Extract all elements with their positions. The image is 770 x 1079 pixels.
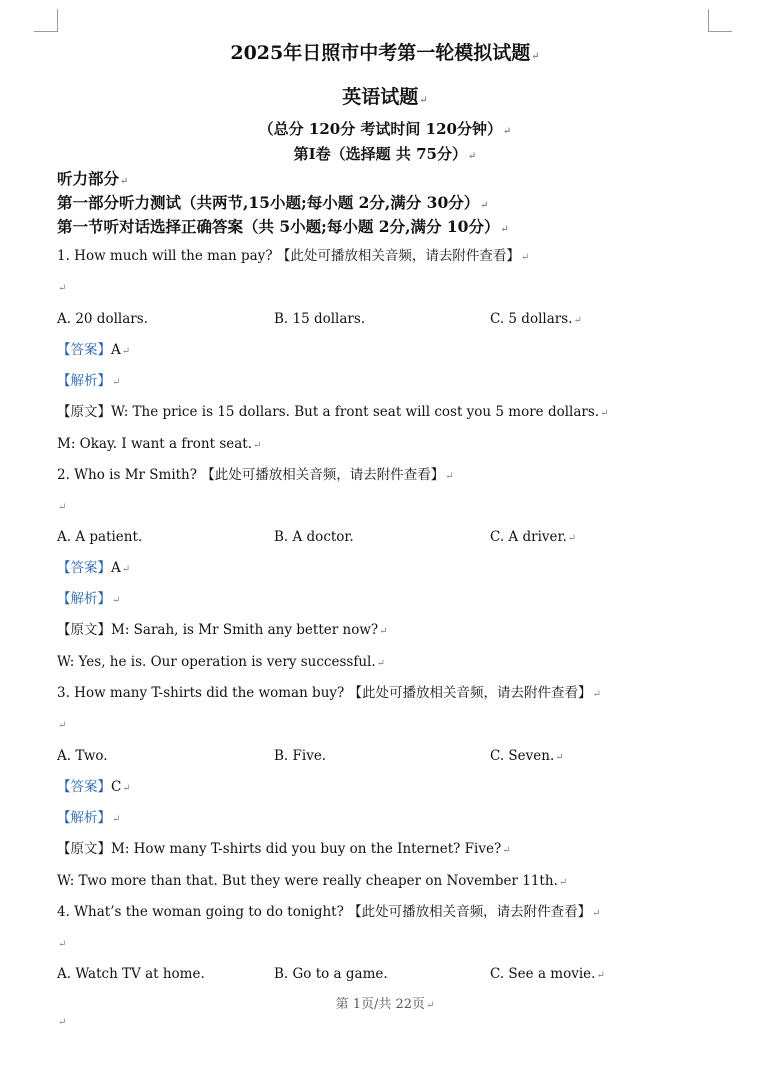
- options-row: [57, 310, 717, 328]
- paragraph-mark: ↵: [500, 224, 509, 235]
- answer-label: 【答案】: [57, 342, 111, 358]
- paragraph-mark: ↵: [555, 752, 564, 763]
- original-text: W: Two more than that. But they were really cheaper on November 11th.: [57, 873, 558, 889]
- original-text: W: The price is 15 dollars. But a front seat will cost you 5 more dollars.: [111, 404, 600, 420]
- question-stem: [57, 684, 601, 704]
- answer-line: [57, 559, 130, 579]
- analysis-line: [57, 809, 120, 829]
- paragraph-mark: ↵: [376, 658, 386, 669]
- answer-label: 【答案】: [57, 560, 111, 576]
- analysis-line: [57, 590, 120, 610]
- answer-label: 【答案】: [57, 779, 111, 795]
- answer-value: A: [111, 560, 121, 576]
- crop-mark-top-left-horizontal: [34, 31, 58, 32]
- paragraph-mark: ↵: [58, 720, 67, 731]
- original-text-line: [57, 403, 608, 423]
- paragraph-mark: ↵: [121, 346, 131, 357]
- analysis-label: 【解析】: [57, 591, 111, 607]
- paragraph-mark: ↵: [520, 252, 530, 263]
- section1-heading: [57, 218, 509, 239]
- empty-paragraph: [57, 278, 66, 298]
- document-title-text: 2025年日照市中考第一轮模拟试题: [230, 42, 531, 64]
- question-stem-text: 4. What’s the woman going to do tonight? 【此处可播放相关音频，请去附件查看】: [57, 904, 592, 920]
- paragraph-mark: ↵: [58, 283, 67, 294]
- paragraph-mark: ↵: [58, 1017, 67, 1028]
- paragraph-mark: ↵: [426, 1000, 435, 1011]
- empty-paragraph: [57, 934, 66, 954]
- option-c: [490, 965, 605, 985]
- paragraph-mark: ↵: [480, 200, 489, 211]
- question-stem-text: 1. How much will the man pay? 【此处可播放相关音频，请去附件查看】: [57, 248, 520, 264]
- paragraph-mark: ↵: [445, 471, 454, 482]
- option-a: A. Two.: [57, 748, 108, 764]
- original-text-line: [57, 840, 511, 860]
- paragraph-mark: ↵: [379, 626, 388, 637]
- paragraph-mark: ↵: [592, 908, 601, 919]
- paragraph-mark: ↵: [600, 408, 609, 419]
- volume-text: 第Ⅰ卷（选择题 共 75分）: [293, 145, 467, 163]
- option-a: A. Watch TV at home.: [57, 966, 205, 982]
- original-label: 【原文】: [57, 622, 111, 638]
- part1-heading-text: 第一部分听力测试（共两节,15小题;每小题 2分,满分 30分）: [57, 193, 480, 212]
- paragraph-mark: ↵: [467, 151, 477, 162]
- original-text: M: Okay. I want a front seat.: [57, 436, 253, 452]
- option-a: A. A patient.: [57, 529, 143, 545]
- paragraph-mark: ↵: [121, 564, 131, 575]
- page-footer: [0, 996, 770, 1015]
- listening-heading-text: 听力部分: [57, 169, 120, 188]
- option-c-text: C. A driver.: [490, 529, 567, 545]
- paragraph-mark: ↵: [573, 315, 582, 326]
- crop-mark-top-right-vertical: [708, 9, 709, 31]
- original-text: W: Yes, he is. Our operation is very successful.: [57, 654, 376, 670]
- listening-heading: [57, 170, 128, 191]
- paragraph-mark: ↵: [58, 939, 67, 950]
- original-text-line: [57, 621, 388, 641]
- paragraph-mark: ↵: [592, 689, 601, 700]
- subject-title: [0, 85, 770, 113]
- paragraph-mark: ↵: [558, 877, 568, 888]
- page-number: 第 1页/共 22页: [335, 997, 426, 1012]
- question-stem: [57, 466, 454, 486]
- paragraph-mark: ↵: [502, 845, 511, 856]
- question-stem-text: 2. Who is Mr Smith? 【此处可播放相关音频，请去附件查看】: [57, 467, 445, 483]
- option-c: [490, 528, 576, 548]
- options-row: [57, 965, 717, 983]
- document-title: [0, 41, 770, 69]
- option-b: B. A doctor.: [274, 529, 354, 545]
- option-a: A. 20 dollars.: [57, 311, 148, 327]
- paragraph-mark: ↵: [58, 502, 67, 513]
- option-b: B. Go to a game.: [274, 966, 388, 982]
- paragraph-mark: ↵: [122, 783, 131, 794]
- paragraph-mark: ↵: [567, 533, 577, 544]
- score-time-line: [0, 120, 770, 141]
- analysis-label: 【解析】: [57, 810, 111, 826]
- option-c-text: C. See a movie.: [490, 966, 596, 982]
- part1-heading: [57, 194, 489, 215]
- question-stem: [57, 903, 601, 923]
- paragraph-mark: ↵: [253, 440, 262, 451]
- empty-paragraph: [57, 715, 66, 735]
- analysis-label: 【解析】: [57, 373, 111, 389]
- paragraph-mark: ↵: [112, 377, 121, 388]
- option-c: [490, 747, 564, 767]
- question-stem-text: 3. How many T-shirts did the woman buy? 【此处可播放相关音频，请去附件查看】: [57, 685, 592, 701]
- answer-line: [57, 778, 131, 798]
- options-row: [57, 747, 717, 765]
- answer-value: C: [111, 779, 122, 795]
- original-text-line: [57, 872, 567, 892]
- paragraph-mark: ↵: [502, 126, 512, 137]
- original-label: 【原文】: [57, 841, 111, 857]
- section1-heading-text: 第一节听对话选择正确答案（共 5小题;每小题 2分,满分 10分）: [57, 217, 500, 236]
- option-c-text: C. 5 dollars.: [490, 311, 573, 327]
- question-stem: [57, 247, 529, 267]
- option-c: [490, 310, 582, 330]
- options-row: [57, 528, 717, 546]
- empty-paragraph: [57, 1012, 66, 1032]
- crop-mark-top-right-horizontal: [708, 31, 732, 32]
- option-b: B. 15 dollars.: [274, 311, 366, 327]
- original-label: 【原文】: [57, 404, 111, 420]
- original-text-line: [57, 653, 385, 673]
- original-text-line: [57, 435, 261, 455]
- paragraph-mark: ↵: [120, 176, 129, 187]
- paragraph-mark: ↵: [596, 970, 605, 981]
- answer-value: A: [111, 342, 121, 358]
- subject-title-text: 英语试题: [342, 86, 419, 108]
- empty-paragraph: [57, 497, 66, 517]
- answer-line: [57, 341, 130, 361]
- score-time-text: （总分 120分 考试时间 120分钟）: [258, 120, 502, 138]
- paragraph-mark: ↵: [531, 51, 540, 62]
- analysis-line: [57, 372, 120, 392]
- paragraph-mark: ↵: [419, 95, 428, 106]
- option-b: B. Five.: [274, 748, 327, 764]
- crop-mark-top-left-vertical: [57, 9, 58, 31]
- option-c-text: C. Seven.: [490, 748, 555, 764]
- volume-line: [0, 145, 770, 166]
- original-text: M: How many T-shirts did you buy on the Internet? Five?: [111, 841, 502, 857]
- paragraph-mark: ↵: [112, 814, 121, 825]
- paragraph-mark: ↵: [112, 595, 121, 606]
- original-text: M: Sarah, is Mr Smith any better now?: [111, 622, 379, 638]
